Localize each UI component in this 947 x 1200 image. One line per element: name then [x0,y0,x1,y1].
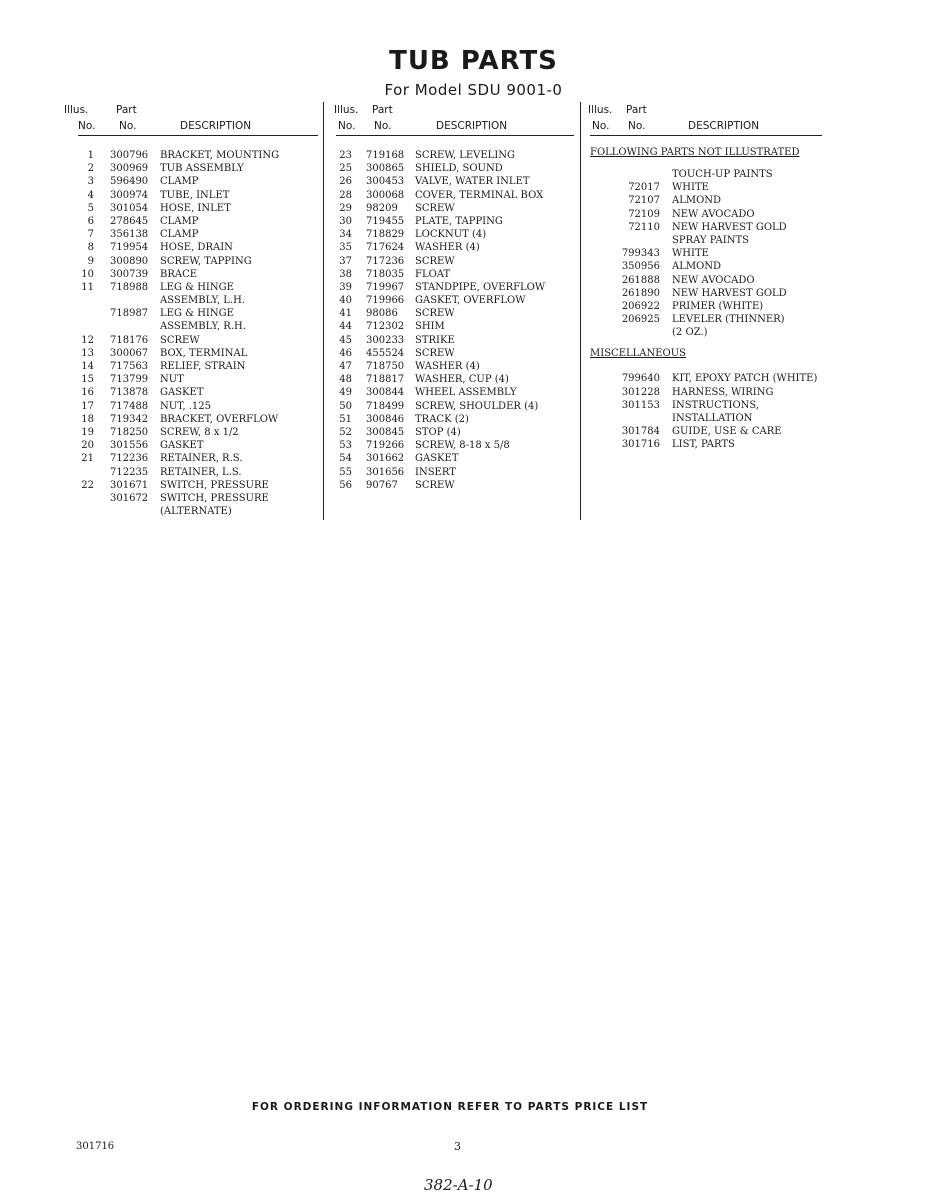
page-number: 3 [454,1140,461,1153]
cell-desc: BRACKET, OVERFLOW [160,413,279,425]
cell-illus: 46 [339,347,352,359]
parts-column-1 [64,102,318,518]
header-illus: Illus. [588,104,613,116]
list-item [336,373,574,386]
cell-part: 300865 [366,163,405,175]
cell-desc: SCREW [415,255,455,267]
list-item [336,149,574,162]
cell-illus: 49 [339,387,352,399]
cell-part: 301671 [110,479,149,491]
list-item [590,208,830,221]
list-item [590,194,830,207]
header-rule [590,135,822,136]
header-description: DESCRIPTION [180,120,252,132]
cell-desc: GASKET [160,387,204,399]
list-item [336,189,574,202]
cell-part: 300974 [110,189,149,201]
list-item [78,281,318,294]
cell-part: 718250 [110,426,149,438]
cell-illus: 14 [81,361,94,372]
cell-desc: HOSE, DRAIN [160,242,233,254]
section-not-illustrated: FOLLOWING PARTS NOT ILLUSTRATED [590,147,800,158]
header-part: Part [116,104,137,116]
cell-part: 300068 [366,189,405,201]
cell-desc: SCREW [415,308,455,320]
cell-desc: NUT, .125 [160,400,212,412]
cell-desc: ALMOND [672,195,722,207]
cell-illus: 26 [339,176,352,188]
list-item [336,307,574,320]
cell-desc: WASHER, CUP (4) [415,374,509,386]
cell-illus: 40 [339,295,352,307]
cell-illus: 51 [339,413,352,425]
parts-list [590,168,830,339]
list-item [590,300,830,313]
cell-part: 356138 [110,229,149,241]
cell-desc: SWITCH, PRESSURE [160,479,269,491]
cell-desc: COVER, TERMINAL BOX [415,189,544,201]
cell-illus: 7 [87,229,94,241]
cell-illus: 19 [81,426,94,438]
list-item [336,334,574,347]
cell-desc: WHEEL ASSEMBLY [415,387,517,399]
cell-desc: HOSE, INLET [160,202,231,214]
cell-illus: 22 [81,479,94,491]
list-item [78,307,318,320]
header-illus-no: No. [592,120,610,132]
list-item [336,281,574,294]
list-item [336,215,574,228]
cell-illus: 10 [81,268,94,280]
cell-desc: PRIMER (WHITE) [672,300,764,312]
cell-part: 98086 [366,308,398,320]
cell-desc: STOP (4) [415,426,461,438]
ordering-note: FOR ORDERING INFORMATION REFER TO PARTS PRICE LIST [251,1101,649,1113]
cell-part: 712235 [110,466,149,478]
cell-desc: WASHER (4) [415,361,480,372]
cell-part: 301662 [366,453,405,465]
cell-part: 90767 [366,479,398,491]
cell-part: 718829 [366,229,405,241]
cell-illus: 39 [339,281,352,293]
cell-part: 72107 [628,195,660,207]
list-item [590,221,830,234]
cell-illus: 16 [81,387,94,399]
cell-illus: 3 [87,176,94,188]
list-item [78,215,318,228]
header-part: Part [372,104,393,116]
cell-desc: ASSEMBLY, R.H. [160,321,246,333]
list-item [336,228,574,241]
cell-part: 718176 [110,334,149,346]
cell-illus: 21 [81,453,94,465]
list-item [336,413,574,426]
cell-desc: SCREW [160,334,200,346]
list-item [336,426,574,439]
list-item [336,241,574,254]
cell-illus: 12 [81,334,94,346]
list-item [78,334,318,347]
cell-desc: TRACK (2) [415,413,469,425]
cell-desc: STANDPIPE, OVERFLOW [415,281,546,293]
header-part-no: No. [374,120,392,132]
list-item [336,294,574,307]
list-item [78,413,318,426]
cell-desc: SCREW, TAPPING [160,255,252,267]
cell-desc: (2 OZ.) [672,327,708,339]
cell-desc: NUT [160,374,184,386]
cell-illus: 44 [339,321,352,333]
cell-desc: GASKET, OVERFLOW [415,295,526,307]
cell-illus: 50 [339,400,352,412]
header-illus-no: No. [78,120,96,132]
cell-part: 719967 [366,281,405,293]
cell-desc: LIST, PARTS [672,439,735,451]
cell-desc: PLATE, TAPPING [415,215,503,227]
cell-desc: CLAMP [160,229,199,241]
cell-desc: BRACE [160,268,198,280]
cell-desc: SCREW [415,347,455,359]
cell-part: 98209 [366,202,398,214]
cell-part: 261888 [621,274,660,286]
cell-desc: LOCKNUT (4) [415,229,487,241]
list-item [78,505,318,518]
cell-desc: NEW AVOCADO [672,274,755,286]
cell-desc: LEVELER (THINNER) [672,314,785,326]
cell-part: 350956 [621,261,660,273]
cell-illus: 1 [87,150,94,161]
cell-illus: 6 [87,215,94,227]
cell-desc: TUBE, INLET [160,189,230,201]
cell-part: 300233 [366,334,405,346]
cell-illus: 11 [81,281,94,293]
cell-illus: 30 [339,215,352,227]
cell-desc: KIT, EPOXY PATCH (WHITE) [672,373,818,385]
list-item [78,320,318,333]
cell-part: 301784 [621,426,660,438]
list-item [590,260,830,273]
list-item [78,386,318,399]
cell-desc: GUIDE, USE & CARE [672,426,782,438]
list-item [78,426,318,439]
cell-desc: BRACKET, MOUNTING [160,150,280,161]
cell-desc: ALMOND [672,261,722,273]
list-item [78,360,318,373]
list-item [590,234,830,247]
cell-part: 717236 [366,255,405,267]
list-item [336,479,574,492]
handwritten-note: 382-A-10 [424,1176,493,1194]
cell-part: 72017 [628,182,660,194]
header-description: DESCRIPTION [436,120,508,132]
list-item [78,149,318,162]
list-item [590,287,830,300]
cell-desc: INSTRUCTIONS, [672,399,760,411]
cell-part: 717563 [110,361,149,372]
parts-column-2 [336,102,574,492]
list-item [336,347,574,360]
header-part-no: No. [628,120,646,132]
cell-part: 300453 [366,176,405,188]
list-item [590,425,830,438]
cell-part: 596490 [110,176,149,188]
cell-illus: 54 [339,453,352,465]
list-item [336,175,574,188]
cell-illus: 41 [339,308,352,320]
column-header [590,102,830,134]
cell-desc: (ALTERNATE) [160,506,232,518]
cell-part: 718035 [366,268,405,280]
list-item [590,372,830,385]
list-item [336,360,574,373]
cell-part: 72110 [628,221,660,233]
cell-desc: SCREW, 8-18 x 5/8 [415,440,510,452]
list-item [336,439,574,452]
list-item [78,255,318,268]
cell-part: 712236 [110,453,149,465]
cell-part: 718750 [366,361,405,372]
list-item [78,466,318,479]
list-item [590,274,830,287]
parts-list [590,372,830,451]
list-item [78,479,318,492]
cell-illus: 23 [339,150,352,161]
cell-desc: TUB ASSEMBLY [160,163,244,175]
cell-part: 301656 [366,466,405,478]
cell-desc: GASKET [160,440,204,452]
cell-part: 300846 [366,413,405,425]
list-item [78,347,318,360]
cell-illus: 48 [339,374,352,386]
cell-illus: 35 [339,242,352,254]
cell-illus: 28 [339,189,352,201]
list-item [590,412,830,425]
list-item [78,400,318,413]
list-item [78,492,318,505]
column-divider [323,102,324,520]
list-item [336,466,574,479]
header-description: DESCRIPTION [688,120,760,132]
cell-part: 719954 [110,242,149,254]
cell-desc: INSERT [415,466,456,478]
cell-desc: WHITE [672,182,709,194]
list-item [590,313,830,326]
cell-illus: 15 [81,374,94,386]
cell-illus: 52 [339,426,352,438]
list-item [78,268,318,281]
list-item [336,268,574,281]
list-item [590,181,830,194]
cell-desc: SHIELD, SOUND [415,163,503,175]
cell-part: 301153 [621,399,660,411]
cell-part: 718987 [110,308,149,320]
list-item [590,399,830,412]
cell-illus: 47 [339,361,352,372]
cell-part: 799640 [621,373,660,385]
cell-illus: 13 [81,347,94,359]
cell-desc: CLAMP [160,215,199,227]
cell-part: 300845 [366,426,405,438]
cell-part: 300796 [110,150,149,161]
list-item [78,452,318,465]
cell-desc: TOUCH-UP PAINTS [672,169,773,180]
header-illus: Illus. [64,104,89,116]
cell-illus: 9 [87,255,94,267]
cell-illus: 56 [339,479,352,491]
cell-desc: CLAMP [160,176,199,188]
list-item [590,247,830,260]
cell-part: 278645 [110,215,149,227]
page-subtitle: For Model SDU 9001-0 [384,81,563,99]
header-illus-no: No. [338,120,356,132]
cell-desc: SCREW, 8 x 1/2 [160,426,239,438]
cell-part: 300739 [110,268,149,280]
column-header [336,102,574,134]
cell-part: 72109 [628,208,660,220]
list-item [78,439,318,452]
cell-part: 717488 [110,400,149,412]
column-divider [580,102,581,520]
cell-part: 261890 [621,287,660,299]
cell-part: 719168 [366,150,405,161]
list-item [78,373,318,386]
cell-illus: 18 [81,413,94,425]
list-item [78,228,318,241]
cell-illus: 2 [87,163,94,175]
cell-part: 300067 [110,347,149,359]
column-header [64,102,318,134]
cell-part: 712302 [366,321,405,333]
cell-illus: 38 [339,268,352,280]
cell-desc: SCREW, LEVELING [415,150,516,161]
cell-illus: 4 [87,189,94,201]
cell-part: 717624 [366,242,405,254]
list-item [590,168,830,181]
header-rule [78,135,318,136]
cell-desc: LEG & HINGE [160,308,234,320]
cell-desc: SHIM [415,321,445,333]
cell-illus: 17 [81,400,94,412]
cell-part: 301228 [621,386,660,398]
header-rule [336,135,574,136]
cell-part: 719266 [366,440,405,452]
list-item [78,189,318,202]
list-item [78,202,318,215]
page-title: TUB PARTS [389,46,558,76]
list-item [590,386,830,399]
header-part-no: No. [119,120,137,132]
cell-part: 206922 [621,300,660,312]
cell-part: 301054 [110,202,149,214]
cell-illus: 25 [339,163,352,175]
list-item [336,400,574,413]
cell-desc: SCREW, SHOULDER (4) [415,400,539,412]
cell-desc: SPRAY PAINTS [672,234,749,246]
list-item [336,320,574,333]
cell-desc: NEW HARVEST GOLD [672,221,787,233]
cell-part: 301672 [110,492,149,504]
cell-illus: 53 [339,440,352,452]
cell-desc: RELIEF, STRAIN [160,361,246,372]
cell-desc: SCREW [415,479,455,491]
cell-illus: 34 [339,229,352,241]
list-item [336,202,574,215]
cell-desc: BOX, TERMINAL [160,347,248,359]
list-item [336,255,574,268]
list-item [336,386,574,399]
document-number: 301716 [76,1141,115,1152]
cell-desc: RETAINER, L.S. [160,466,242,478]
cell-part: 719342 [110,413,149,425]
list-item [78,162,318,175]
list-item [336,452,574,465]
cell-illus: 45 [339,334,352,346]
cell-part: 455524 [366,347,405,359]
list-item [78,294,318,307]
cell-part: 300890 [110,255,149,267]
cell-desc: VALVE, WATER INLET [415,176,530,188]
cell-part: 719966 [366,295,405,307]
cell-part: 300969 [110,163,149,175]
list-item [336,162,574,175]
cell-part: 718817 [366,374,405,386]
list-item [78,241,318,254]
cell-part: 301556 [110,440,149,452]
cell-part: 301716 [621,439,660,451]
cell-illus: 37 [339,255,352,267]
header-part: Part [626,104,647,116]
list-item [590,438,830,451]
cell-part: 799343 [621,248,660,260]
cell-desc: WHITE [672,248,709,260]
cell-part: 206925 [621,314,660,326]
cell-desc: NEW AVOCADO [672,208,755,220]
list-item [78,175,318,188]
parts-list [78,149,318,518]
cell-illus: 5 [87,202,94,214]
cell-desc: RETAINER, R.S. [160,453,243,465]
cell-desc: SWITCH, PRESSURE [160,492,269,504]
cell-part: 713799 [110,374,149,386]
parts-column-3 [590,102,830,452]
parts-list [336,149,574,492]
cell-desc: LEG & HINGE [160,281,234,293]
cell-part: 713878 [110,387,149,399]
cell-desc: FLOAT [415,268,451,280]
cell-illus: 29 [339,202,352,214]
cell-desc: HARNESS, WIRING [672,386,774,398]
cell-part: 718499 [366,400,405,412]
cell-illus: 55 [339,466,352,478]
section-miscellaneous: MISCELLANEOUS [590,348,687,360]
cell-desc: GASKET [415,453,459,465]
cell-desc: SCREW [415,202,455,214]
cell-part: 300844 [366,387,405,399]
cell-desc: WASHER (4) [415,242,480,254]
cell-desc: NEW HARVEST GOLD [672,287,787,299]
cell-desc: ASSEMBLY, L.H. [160,295,246,307]
cell-desc: STRIKE [415,334,455,346]
header-illus: Illus. [334,104,359,116]
list-item [590,326,830,339]
cell-part: 718988 [110,281,149,293]
cell-illus: 8 [87,242,94,254]
cell-part: 719455 [366,215,405,227]
cell-desc: INSTALLATION [672,413,753,424]
cell-illus: 20 [81,440,94,452]
